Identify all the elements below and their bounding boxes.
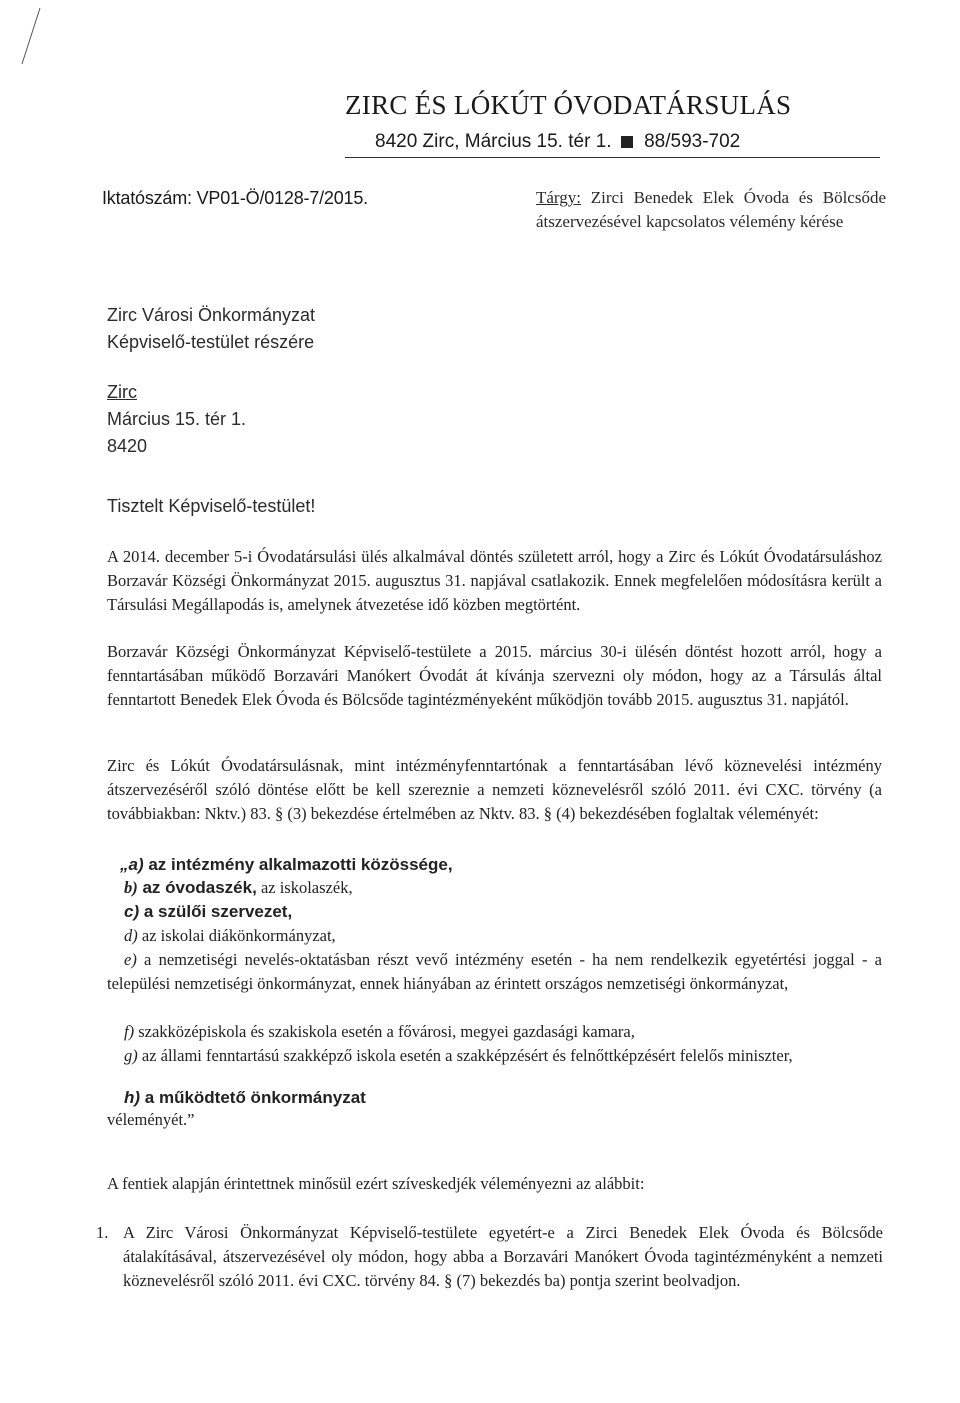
addressee-line2: Képviselő-testület részére (107, 332, 315, 352)
request-text: A fentiek alapján érintettnek minősül ezért szíveskedjék véleményezni az alábbit: (107, 1174, 645, 1193)
paragraph-3-text: Zirc és Lókút Óvodatársulásnak, mint intézményfenntartónak a fenntartásában lévő köznevelési intézmény átszervezéséről szóló döntése előtt be kell szereznie a nemzeti köznevelésről szóló 2011. évi CXC. törvény (a továbbiakban: Nktv.) 83. § (3) bekezdése értelmében az Nktv. 83. § (4) bekezdésében foglaltak véleményét: (107, 756, 882, 823)
paragraph-1 (107, 545, 882, 617)
list-item-b: b) az óvodaszék, az iskolaszék, (124, 878, 353, 897)
paragraph-3 (107, 754, 882, 826)
list-item-e: e) a nemzetiségi nevelés-oktatásban részt vevő intézmény esetén - ha nem rendelkezik egyetértési joggal - a települési nemzetiségi önkormányzat, ennek hiányában az érintett országos nemzetiségi önkormányzat, (107, 950, 882, 993)
numbered-item-1-number: 1. (96, 1223, 109, 1242)
phone-icon (621, 136, 633, 148)
pen-stroke-mark (0, 0, 60, 70)
subject-text: Zirci Benedek Elek Óvoda és Bölcsőde átszervezésével kapcsolatos vélemény kérése (536, 188, 886, 231)
subject-block (536, 186, 886, 234)
numbered-item-1-text: A Zirc Városi Önkormányzat Képviselő-testülete egyetért-e a Zirci Benedek Elek Óvoda és Bölcsőde átalakításával, átszervezésével oly módon, hogy abba a Borzavári Manókert Óvoda tagintézményként a nemzeti köznevelésről szóló 2011. évi CXC. törvény 84. § (7) bekezdés ba) pontja szerint beolvadjon. (123, 1223, 883, 1290)
phone-number: 88/593-702 (644, 131, 741, 152)
addressee-line1: Zirc Városi Önkormányzat (107, 305, 316, 325)
list-item-c: c) a szülői szervezet, (124, 902, 293, 921)
address-block (107, 379, 246, 460)
paragraph-1-text: A 2014. december 5-i Óvodatársulási ülés alkalmával döntés született arról, hogy a Zirc és Lókút Óvodatársuláshoz Borzavár Községi Önkormányzat 2015. augusztus 31. napjával csatlakozik. Ennek megfelelően módosításra került a Társulási Megállapodás is, amelynek átvezetése idő közben megtörtént. (107, 547, 882, 614)
org-address (375, 131, 740, 153)
subject-label: Tárgy: (536, 188, 582, 207)
paragraph-2-text: Borzavár Községi Önkormányzat Képviselő-testülete a 2015. március 30-i ülésén döntést hozott arról, hogy a fenntartásában működő Borzavári Manókert Óvodát át kívánja szervezni oly módon, hogy az a Társulás által fenntartott Benedek Elek Óvoda és Bölcsőde tagintézményeként működjön tovább 2015. augusztus 31. napjától. (107, 642, 882, 709)
addressee-street: Március 15. tér 1. (107, 409, 247, 429)
salutation: Tisztelt Képviselő-testület! (107, 496, 316, 516)
org-title: ZIRC ÉS LÓKÚT ÓVODATÁRSULÁS (345, 90, 792, 120)
list-item-a: „a) az intézmény alkalmazotti közössége, (120, 855, 453, 874)
closing-text: véleményét.” (107, 1110, 195, 1129)
reference-number: Iktatószám: VP01-Ö/0128-7/2015. (102, 188, 368, 208)
addressee-city: Zirc (107, 382, 137, 402)
list-item-f: f) szakközépiskola és szakiskola esetén a fővárosi, megyei gazdasági kamara, (124, 1022, 635, 1041)
addressee-zip: 8420 (107, 436, 148, 456)
list-item-g: g) az állami fenntartású szakképző iskola esetén a szakképzésért és felnőttképzésért felelős miniszter, (124, 1046, 793, 1065)
header-divider (345, 157, 880, 158)
paragraph-2 (107, 640, 882, 712)
address-text: 8420 Zirc, Március 15. tér 1. (375, 131, 612, 152)
list-item-d: d) az iskolai diákönkormányzat, (124, 926, 336, 945)
list-item-h: h) a működtető önkormányzat (124, 1088, 366, 1107)
addressee-block (107, 302, 315, 356)
